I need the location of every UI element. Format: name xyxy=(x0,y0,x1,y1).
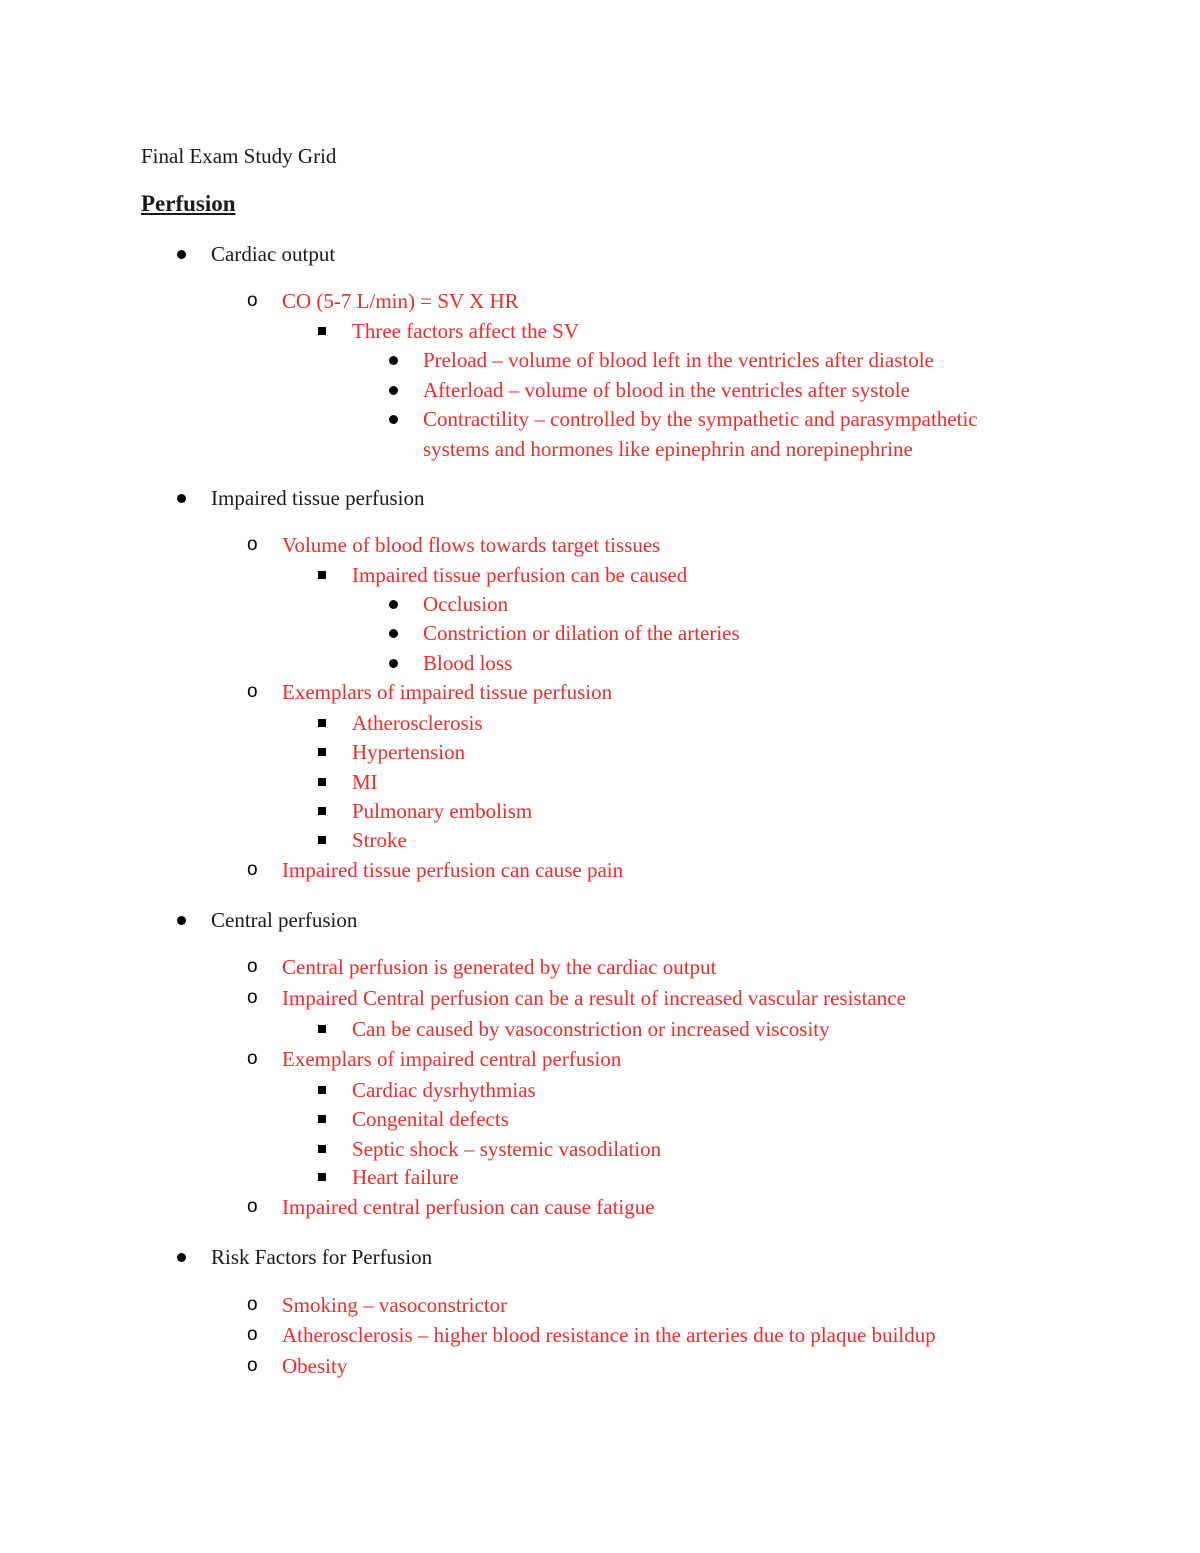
bullet-square-icon xyxy=(318,1173,326,1181)
bullet-square-icon xyxy=(318,836,326,844)
list-item: Impaired Central perfusion can be a result of increased vascular resistance xyxy=(282,986,906,1010)
section-label: Impaired tissue perfusion xyxy=(211,486,425,510)
list-item: Exemplars of impaired tissue perfusion xyxy=(282,680,613,704)
section-label: Risk Factors for Perfusion xyxy=(211,1245,433,1269)
list-item: Pulmonary embolism xyxy=(352,799,533,823)
bullet-disc-icon xyxy=(389,356,398,365)
bullet-circle-icon: o xyxy=(247,534,258,555)
list-item: Heart failure xyxy=(352,1165,459,1189)
bullet-disc-icon xyxy=(177,1253,186,1262)
bullet-square-icon xyxy=(318,1086,326,1094)
list-item: Smoking – vasoconstrictor xyxy=(282,1293,508,1317)
bullet-circle-icon: o xyxy=(247,1355,258,1376)
bullet-circle-icon: o xyxy=(247,681,258,702)
list-item: MI xyxy=(352,770,378,794)
bullet-square-icon xyxy=(318,571,326,579)
bullet-disc-icon xyxy=(389,659,398,668)
list-item: Hypertension xyxy=(352,740,466,764)
bullet-disc-icon xyxy=(389,386,398,395)
list-item: Impaired central perfusion can cause fatigue xyxy=(282,1195,655,1219)
list-item: CO (5-7 L/min) = SV X HR xyxy=(282,289,519,313)
list-item: Three factors affect the SV xyxy=(352,319,580,343)
bullet-disc-icon xyxy=(177,250,186,259)
list-item: Blood loss xyxy=(423,651,513,675)
list-item: Afterload – volume of blood in the ventricles after systole xyxy=(423,378,910,402)
bullet-square-icon xyxy=(318,327,326,335)
list-item: Atherosclerosis xyxy=(352,711,483,735)
list-item: Impaired tissue perfusion can be caused xyxy=(352,563,688,587)
list-item: Impaired tissue perfusion can cause pain xyxy=(282,858,624,882)
bullet-circle-icon: o xyxy=(247,1294,258,1315)
bullet-circle-icon: o xyxy=(247,956,258,977)
bullet-circle-icon: o xyxy=(247,1324,258,1345)
bullet-square-icon xyxy=(318,1115,326,1123)
section-label: Central perfusion xyxy=(211,908,358,932)
list-item: Central perfusion is generated by the cardiac output xyxy=(282,955,717,979)
bullet-circle-icon: o xyxy=(247,290,258,311)
list-item: Stroke xyxy=(352,828,407,852)
list-item: Atherosclerosis – higher blood resistance in the arteries due to plaque buildup xyxy=(282,1323,936,1347)
bullet-circle-icon: o xyxy=(247,1048,258,1069)
section-label: Cardiac output xyxy=(211,242,336,266)
list-item: Preload – volume of blood left in the ventricles after diastole xyxy=(423,348,934,372)
list-item: Can be caused by vasoconstriction or increased viscosity xyxy=(352,1017,830,1041)
bullet-disc-icon xyxy=(389,629,398,638)
list-item: Contractility – controlled by the sympathetic and parasympathetic xyxy=(423,407,978,431)
bullet-square-icon xyxy=(318,719,326,727)
list-item: Exemplars of impaired central perfusion xyxy=(282,1047,622,1071)
bullet-circle-icon: o xyxy=(247,859,258,880)
bullet-circle-icon: o xyxy=(247,987,258,1008)
list-item: Volume of blood flows towards target tissues xyxy=(282,533,661,557)
bullet-square-icon xyxy=(318,778,326,786)
bullet-disc-icon xyxy=(177,494,186,503)
document-title: Final Exam Study Grid xyxy=(141,144,337,168)
bullet-square-icon xyxy=(318,748,326,756)
list-item: Septic shock – systemic vasodilation xyxy=(352,1137,662,1161)
bullet-square-icon xyxy=(318,1025,326,1033)
bullet-circle-icon: o xyxy=(247,1196,258,1217)
list-item: Constriction or dilation of the arteries xyxy=(423,621,740,645)
bullet-disc-icon xyxy=(389,415,398,424)
list-item: Occlusion xyxy=(423,592,509,616)
bullet-disc-icon xyxy=(177,916,186,925)
list-item: Congenital defects xyxy=(352,1107,509,1131)
list-item-continuation: systems and hormones like epinephrin and norepinephrine xyxy=(423,437,913,461)
list-item: Cardiac dysrhythmias xyxy=(352,1078,536,1102)
list-item: Obesity xyxy=(282,1354,348,1378)
section-heading: Perfusion xyxy=(141,191,236,216)
bullet-square-icon xyxy=(318,807,326,815)
bullet-disc-icon xyxy=(389,600,398,609)
bullet-square-icon xyxy=(318,1145,326,1153)
